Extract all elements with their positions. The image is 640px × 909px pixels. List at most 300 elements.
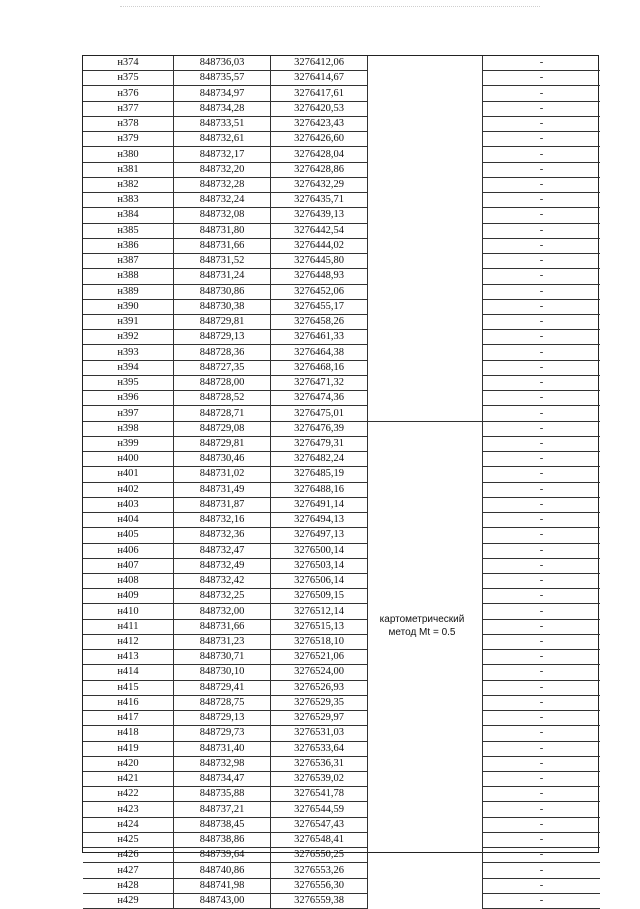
accuracy-cell: - <box>483 101 601 116</box>
table-row <box>83 86 600 101</box>
method-cell <box>368 162 483 177</box>
y-coordinate-cell: 3276444,02 <box>271 238 368 253</box>
coordinates-table-body <box>83 56 600 909</box>
point-name-cell: н400 <box>83 452 174 467</box>
y-coordinate-cell: 3276482,24 <box>271 452 368 467</box>
accuracy-cell: - <box>483 589 601 604</box>
y-coordinate-cell: 3276503,14 <box>271 558 368 573</box>
method-cell <box>368 421 483 436</box>
x-coordinate-cell: 848728,52 <box>174 391 271 406</box>
accuracy-cell: - <box>483 893 601 908</box>
method-cell <box>368 680 483 695</box>
method-cell <box>368 254 483 269</box>
table-row <box>83 162 600 177</box>
y-coordinate-cell: 3276485,19 <box>271 467 368 482</box>
x-coordinate-cell: 848732,25 <box>174 589 271 604</box>
x-coordinate-cell: 848731,23 <box>174 634 271 649</box>
table-row <box>83 634 600 649</box>
point-name-cell: н386 <box>83 238 174 253</box>
table-row <box>83 543 600 558</box>
x-coordinate-cell: 848734,97 <box>174 86 271 101</box>
method-cell <box>368 802 483 817</box>
table-row <box>83 132 600 147</box>
accuracy-cell: - <box>483 132 601 147</box>
accuracy-cell: - <box>483 665 601 680</box>
method-cell <box>368 528 483 543</box>
x-coordinate-cell: 848731,49 <box>174 482 271 497</box>
accuracy-cell: - <box>483 726 601 741</box>
x-coordinate-cell: 848738,86 <box>174 832 271 847</box>
table-row <box>83 467 600 482</box>
accuracy-cell: - <box>483 375 601 390</box>
accuracy-cell: - <box>483 756 601 771</box>
y-coordinate-cell: 3276539,02 <box>271 772 368 787</box>
y-coordinate-cell: 3276541,78 <box>271 787 368 802</box>
x-coordinate-cell: 848730,86 <box>174 284 271 299</box>
accuracy-cell: - <box>483 406 601 421</box>
accuracy-cell: - <box>483 436 601 451</box>
table-row <box>83 787 600 802</box>
method-cell <box>368 756 483 771</box>
table-row <box>83 650 600 665</box>
point-name-cell: н423 <box>83 802 174 817</box>
x-coordinate-cell: 848732,47 <box>174 543 271 558</box>
method-cell <box>368 665 483 680</box>
y-coordinate-cell: 3276461,33 <box>271 330 368 345</box>
point-name-cell: н390 <box>83 299 174 314</box>
point-name-cell: н397 <box>83 406 174 421</box>
table-row <box>83 497 600 512</box>
point-name-cell: н404 <box>83 513 174 528</box>
y-coordinate-cell: 3276488,16 <box>271 482 368 497</box>
y-coordinate-cell: 3276428,04 <box>271 147 368 162</box>
y-coordinate-cell: 3276548,41 <box>271 832 368 847</box>
x-coordinate-cell: 848730,10 <box>174 665 271 680</box>
point-name-cell: н388 <box>83 269 174 284</box>
method-cell <box>368 391 483 406</box>
method-cell <box>368 375 483 390</box>
y-coordinate-cell: 3276464,38 <box>271 345 368 360</box>
point-name-cell: н396 <box>83 391 174 406</box>
point-name-cell: н420 <box>83 756 174 771</box>
point-name-cell: н405 <box>83 528 174 543</box>
y-coordinate-cell: 3276556,30 <box>271 878 368 893</box>
x-coordinate-cell: 848736,03 <box>174 56 271 71</box>
x-coordinate-cell: 848735,57 <box>174 71 271 86</box>
table-row <box>83 513 600 528</box>
method-cell <box>368 848 483 863</box>
method-cell <box>368 223 483 238</box>
y-coordinate-cell: 3276509,15 <box>271 589 368 604</box>
method-cell <box>368 497 483 512</box>
x-coordinate-cell: 848734,47 <box>174 772 271 787</box>
x-coordinate-cell: 848729,81 <box>174 436 271 451</box>
table-row <box>83 756 600 771</box>
table-row <box>83 421 600 436</box>
x-coordinate-cell: 848741,98 <box>174 878 271 893</box>
method-accuracy-label: картометрический метод Mt = 0.5 <box>379 614 465 638</box>
point-name-cell: н399 <box>83 436 174 451</box>
x-coordinate-cell: 848728,75 <box>174 695 271 710</box>
method-cell <box>368 406 483 421</box>
method-cell <box>368 238 483 253</box>
y-coordinate-cell: 3276417,61 <box>271 86 368 101</box>
point-name-cell: н393 <box>83 345 174 360</box>
point-name-cell: н398 <box>83 421 174 436</box>
y-coordinate-cell: 3276536,31 <box>271 756 368 771</box>
table-row <box>83 711 600 726</box>
point-name-cell: н380 <box>83 147 174 162</box>
y-coordinate-cell: 3276497,13 <box>271 528 368 543</box>
point-name-cell: н401 <box>83 467 174 482</box>
x-coordinate-cell: 848731,66 <box>174 238 271 253</box>
method-cell <box>368 543 483 558</box>
table-row <box>83 330 600 345</box>
x-coordinate-cell: 848735,88 <box>174 787 271 802</box>
x-coordinate-cell: 848732,17 <box>174 147 271 162</box>
y-coordinate-cell: 3276550,25 <box>271 848 368 863</box>
x-coordinate-cell: 848743,00 <box>174 893 271 908</box>
method-cell <box>368 147 483 162</box>
method-cell <box>368 711 483 726</box>
x-coordinate-cell: 848731,40 <box>174 741 271 756</box>
table-row <box>83 375 600 390</box>
table-row <box>83 284 600 299</box>
point-name-cell: н407 <box>83 558 174 573</box>
point-name-cell: н427 <box>83 863 174 878</box>
method-cell <box>368 893 483 908</box>
point-name-cell: н425 <box>83 832 174 847</box>
accuracy-cell: - <box>483 528 601 543</box>
accuracy-cell: - <box>483 634 601 649</box>
point-name-cell: н383 <box>83 193 174 208</box>
y-coordinate-cell: 3276439,13 <box>271 208 368 223</box>
table-row <box>83 101 600 116</box>
accuracy-cell: - <box>483 345 601 360</box>
x-coordinate-cell: 848731,02 <box>174 467 271 482</box>
method-cell <box>368 695 483 710</box>
y-coordinate-cell: 3276471,32 <box>271 375 368 390</box>
table-row <box>83 71 600 86</box>
y-coordinate-cell: 3276432,29 <box>271 177 368 192</box>
method-cell <box>368 314 483 329</box>
x-coordinate-cell: 848732,08 <box>174 208 271 223</box>
accuracy-cell: - <box>483 513 601 528</box>
point-name-cell: н416 <box>83 695 174 710</box>
y-coordinate-cell: 3276428,86 <box>271 162 368 177</box>
y-coordinate-cell: 3276529,97 <box>271 711 368 726</box>
accuracy-cell: - <box>483 314 601 329</box>
point-name-cell: н421 <box>83 772 174 787</box>
method-cell <box>368 772 483 787</box>
table-row <box>83 254 600 269</box>
point-name-cell: н414 <box>83 665 174 680</box>
y-coordinate-cell: 3276423,43 <box>271 116 368 131</box>
point-name-cell: н412 <box>83 634 174 649</box>
method-cell <box>368 817 483 832</box>
accuracy-cell: - <box>483 711 601 726</box>
method-cell <box>368 787 483 802</box>
accuracy-cell: - <box>483 695 601 710</box>
method-cell <box>368 832 483 847</box>
x-coordinate-cell: 848739,64 <box>174 848 271 863</box>
table-row <box>83 360 600 375</box>
point-name-cell: н402 <box>83 482 174 497</box>
y-coordinate-cell: 3276468,16 <box>271 360 368 375</box>
table-row <box>83 452 600 467</box>
accuracy-cell: - <box>483 848 601 863</box>
x-coordinate-cell: 848732,49 <box>174 558 271 573</box>
y-coordinate-cell: 3276426,60 <box>271 132 368 147</box>
y-coordinate-cell: 3276524,00 <box>271 665 368 680</box>
x-coordinate-cell: 848732,36 <box>174 528 271 543</box>
table-row <box>83 391 600 406</box>
table-row <box>83 314 600 329</box>
table-row <box>83 406 600 421</box>
accuracy-cell: - <box>483 878 601 893</box>
y-coordinate-cell: 3276559,38 <box>271 893 368 908</box>
table-row <box>83 878 600 893</box>
x-coordinate-cell: 848732,20 <box>174 162 271 177</box>
method-cell <box>368 269 483 284</box>
table-row <box>83 589 600 604</box>
accuracy-cell: - <box>483 650 601 665</box>
y-coordinate-cell: 3276458,26 <box>271 314 368 329</box>
y-coordinate-cell: 3276412,06 <box>271 56 368 71</box>
table-row <box>83 56 600 71</box>
method-cell <box>368 345 483 360</box>
y-coordinate-cell: 3276476,39 <box>271 421 368 436</box>
table-row <box>83 558 600 573</box>
table-row <box>83 848 600 863</box>
x-coordinate-cell: 848737,21 <box>174 802 271 817</box>
table-row <box>83 299 600 314</box>
point-name-cell: н376 <box>83 86 174 101</box>
x-coordinate-cell: 848730,46 <box>174 452 271 467</box>
coordinates-table-sheet <box>82 55 599 906</box>
table-row <box>83 741 600 756</box>
accuracy-cell: - <box>483 482 601 497</box>
x-coordinate-cell: 848731,24 <box>174 269 271 284</box>
x-coordinate-cell: 848728,36 <box>174 345 271 360</box>
x-coordinate-cell: 848732,28 <box>174 177 271 192</box>
y-coordinate-cell: 3276512,14 <box>271 604 368 619</box>
table-row <box>83 147 600 162</box>
x-coordinate-cell: 848740,86 <box>174 863 271 878</box>
table-row <box>83 665 600 680</box>
x-coordinate-cell: 848729,13 <box>174 330 271 345</box>
table-row <box>83 680 600 695</box>
method-cell <box>368 467 483 482</box>
table-row <box>83 177 600 192</box>
accuracy-cell: - <box>483 330 601 345</box>
table-row <box>83 832 600 847</box>
x-coordinate-cell: 848732,98 <box>174 756 271 771</box>
x-coordinate-cell: 848732,61 <box>174 132 271 147</box>
x-coordinate-cell: 848738,45 <box>174 817 271 832</box>
point-name-cell: н378 <box>83 116 174 131</box>
x-coordinate-cell: 848730,38 <box>174 299 271 314</box>
y-coordinate-cell: 3276442,54 <box>271 223 368 238</box>
table-row <box>83 208 600 223</box>
table-row <box>83 528 600 543</box>
accuracy-cell: - <box>483 772 601 787</box>
table-row <box>83 269 600 284</box>
accuracy-cell: - <box>483 452 601 467</box>
method-cell <box>368 741 483 756</box>
y-coordinate-cell: 3276494,13 <box>271 513 368 528</box>
point-name-cell: н410 <box>83 604 174 619</box>
point-name-cell: н419 <box>83 741 174 756</box>
y-coordinate-cell: 3276475,01 <box>271 406 368 421</box>
y-coordinate-cell: 3276547,43 <box>271 817 368 832</box>
accuracy-cell: - <box>483 619 601 634</box>
table-row <box>83 238 600 253</box>
y-coordinate-cell: 3276521,06 <box>271 650 368 665</box>
accuracy-cell: - <box>483 680 601 695</box>
point-name-cell: н395 <box>83 375 174 390</box>
point-name-cell: н377 <box>83 101 174 116</box>
point-name-cell: н409 <box>83 589 174 604</box>
method-cell <box>368 101 483 116</box>
y-coordinate-cell: 3276529,35 <box>271 695 368 710</box>
point-name-cell: н418 <box>83 726 174 741</box>
table-row <box>83 604 600 619</box>
accuracy-cell: - <box>483 208 601 223</box>
x-coordinate-cell: 848729,81 <box>174 314 271 329</box>
accuracy-cell: - <box>483 802 601 817</box>
scan-header-artifact <box>120 6 540 9</box>
point-name-cell: н374 <box>83 56 174 71</box>
y-coordinate-cell: 3276420,53 <box>271 101 368 116</box>
method-cell <box>368 513 483 528</box>
y-coordinate-cell: 3276479,31 <box>271 436 368 451</box>
accuracy-cell: - <box>483 832 601 847</box>
method-cell <box>368 436 483 451</box>
accuracy-cell: - <box>483 238 601 253</box>
method-cell <box>368 863 483 878</box>
accuracy-cell: - <box>483 573 601 588</box>
accuracy-cell: - <box>483 116 601 131</box>
method-cell <box>368 86 483 101</box>
point-name-cell: н411 <box>83 619 174 634</box>
table-row <box>83 893 600 908</box>
table-row <box>83 573 600 588</box>
method-cell <box>368 132 483 147</box>
table-row <box>83 345 600 360</box>
y-coordinate-cell: 3276452,06 <box>271 284 368 299</box>
coordinates-table <box>83 56 600 909</box>
y-coordinate-cell: 3276533,64 <box>271 741 368 756</box>
accuracy-cell: - <box>483 193 601 208</box>
point-name-cell: н384 <box>83 208 174 223</box>
x-coordinate-cell: 848727,35 <box>174 360 271 375</box>
accuracy-cell: - <box>483 223 601 238</box>
y-coordinate-cell: 3276445,80 <box>271 254 368 269</box>
y-coordinate-cell: 3276526,93 <box>271 680 368 695</box>
point-name-cell: н426 <box>83 848 174 863</box>
y-coordinate-cell: 3276544,59 <box>271 802 368 817</box>
x-coordinate-cell: 848731,66 <box>174 619 271 634</box>
point-name-cell: н415 <box>83 680 174 695</box>
y-coordinate-cell: 3276553,26 <box>271 863 368 878</box>
point-name-cell: н429 <box>83 893 174 908</box>
accuracy-cell: - <box>483 543 601 558</box>
point-name-cell: н391 <box>83 314 174 329</box>
accuracy-cell: - <box>483 787 601 802</box>
method-cell <box>368 193 483 208</box>
point-name-cell: н406 <box>83 543 174 558</box>
y-coordinate-cell: 3276455,17 <box>271 299 368 314</box>
point-name-cell: н428 <box>83 878 174 893</box>
method-cell <box>368 482 483 497</box>
table-row <box>83 726 600 741</box>
method-cell <box>368 56 483 71</box>
accuracy-cell: - <box>483 467 601 482</box>
y-coordinate-cell: 3276414,67 <box>271 71 368 86</box>
method-cell <box>368 650 483 665</box>
method-cell <box>368 71 483 86</box>
table-row <box>83 802 600 817</box>
method-cell <box>368 589 483 604</box>
y-coordinate-cell: 3276435,71 <box>271 193 368 208</box>
table-row <box>83 695 600 710</box>
x-coordinate-cell: 848732,24 <box>174 193 271 208</box>
table-row <box>83 863 600 878</box>
point-name-cell: н394 <box>83 360 174 375</box>
table-row <box>83 482 600 497</box>
x-coordinate-cell: 848732,00 <box>174 604 271 619</box>
accuracy-cell: - <box>483 360 601 375</box>
accuracy-cell: - <box>483 177 601 192</box>
accuracy-cell: - <box>483 817 601 832</box>
point-name-cell: н375 <box>83 71 174 86</box>
accuracy-cell: - <box>483 391 601 406</box>
y-coordinate-cell: 3276500,14 <box>271 543 368 558</box>
table-row <box>83 116 600 131</box>
y-coordinate-cell: 3276506,14 <box>271 573 368 588</box>
x-coordinate-cell: 848730,71 <box>174 650 271 665</box>
accuracy-cell: - <box>483 147 601 162</box>
x-coordinate-cell: 848728,00 <box>174 375 271 390</box>
accuracy-cell: - <box>483 86 601 101</box>
table-row <box>83 223 600 238</box>
method-cell <box>368 177 483 192</box>
method-cell <box>368 284 483 299</box>
point-name-cell: н387 <box>83 254 174 269</box>
y-coordinate-cell: 3276515,13 <box>271 619 368 634</box>
table-row <box>83 436 600 451</box>
x-coordinate-cell: 848729,08 <box>174 421 271 436</box>
point-name-cell: н392 <box>83 330 174 345</box>
point-name-cell: н382 <box>83 177 174 192</box>
x-coordinate-cell: 848729,73 <box>174 726 271 741</box>
accuracy-cell: - <box>483 162 601 177</box>
method-cell <box>368 116 483 131</box>
x-coordinate-cell: 848733,51 <box>174 116 271 131</box>
point-name-cell: н385 <box>83 223 174 238</box>
method-cell <box>368 330 483 345</box>
method-cell <box>368 558 483 573</box>
method-cell <box>368 360 483 375</box>
x-coordinate-cell: 848729,41 <box>174 680 271 695</box>
table-row <box>83 619 600 634</box>
accuracy-cell: - <box>483 56 601 71</box>
method-cell <box>368 208 483 223</box>
point-name-cell: н408 <box>83 573 174 588</box>
accuracy-cell: - <box>483 421 601 436</box>
method-cell <box>368 878 483 893</box>
